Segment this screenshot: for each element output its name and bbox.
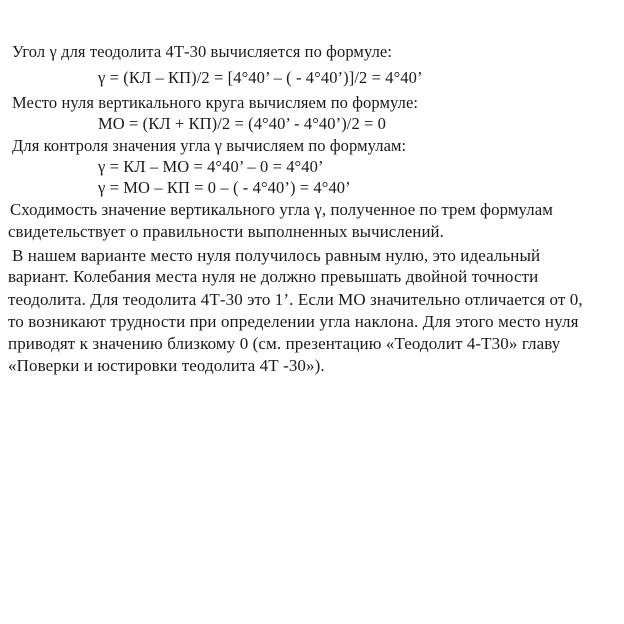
formula-control-right: γ = МО – КП = 0 – ( - 4°40’) = 4°40’ (98, 178, 351, 197)
conclusion-line: Сходимость значение вертикального угла γ, полученное по трем формулам (10, 200, 554, 219)
formula-angle: γ = (КЛ – КП)/2 = [4°40’ – ( - 4°40’)]/2 = 4°40’ (98, 68, 423, 87)
conclusion-line: свидетельствует о правильности выполненных вычислений. (8, 222, 444, 241)
note-line: В нашем варианте место нуля получилось равным нулю, это идеальный (12, 246, 541, 265)
formula-zero-place: МО = (КЛ + КП)/2 = (4°40’ - 4°40’)/2 = 0 (98, 114, 387, 133)
note-line: приводят к значению близкому 0 (см. презентацию «Теодолит 4-Т30» главу (8, 334, 561, 353)
note-line: то возникают трудности при определении угла наклона. Для этого место нуля (8, 312, 579, 331)
note-line: вариант. Колебания места нуля не должно превышать двойной точности (8, 267, 539, 286)
note-line: теодолита. Для теодолита 4Т-30 это 1’. Если МО значительно отличается от 0, (8, 290, 583, 309)
formula-control-left: γ = КЛ – МО = 4°40’ – 0 = 4°40’ (98, 157, 324, 176)
text-line-control-intro: Для контроля значения угла γ вычисляем по формулам: (12, 136, 407, 155)
text-line-angle-intro: Угол γ для теодолита 4Т-30 вычисляется по формуле: (12, 42, 393, 61)
text-line-zero-place-intro: Место нуля вертикального круга вычисляем по формуле: (12, 93, 419, 112)
note-line: «Поверки и юстировки теодолита 4Т -30»). (8, 356, 325, 375)
